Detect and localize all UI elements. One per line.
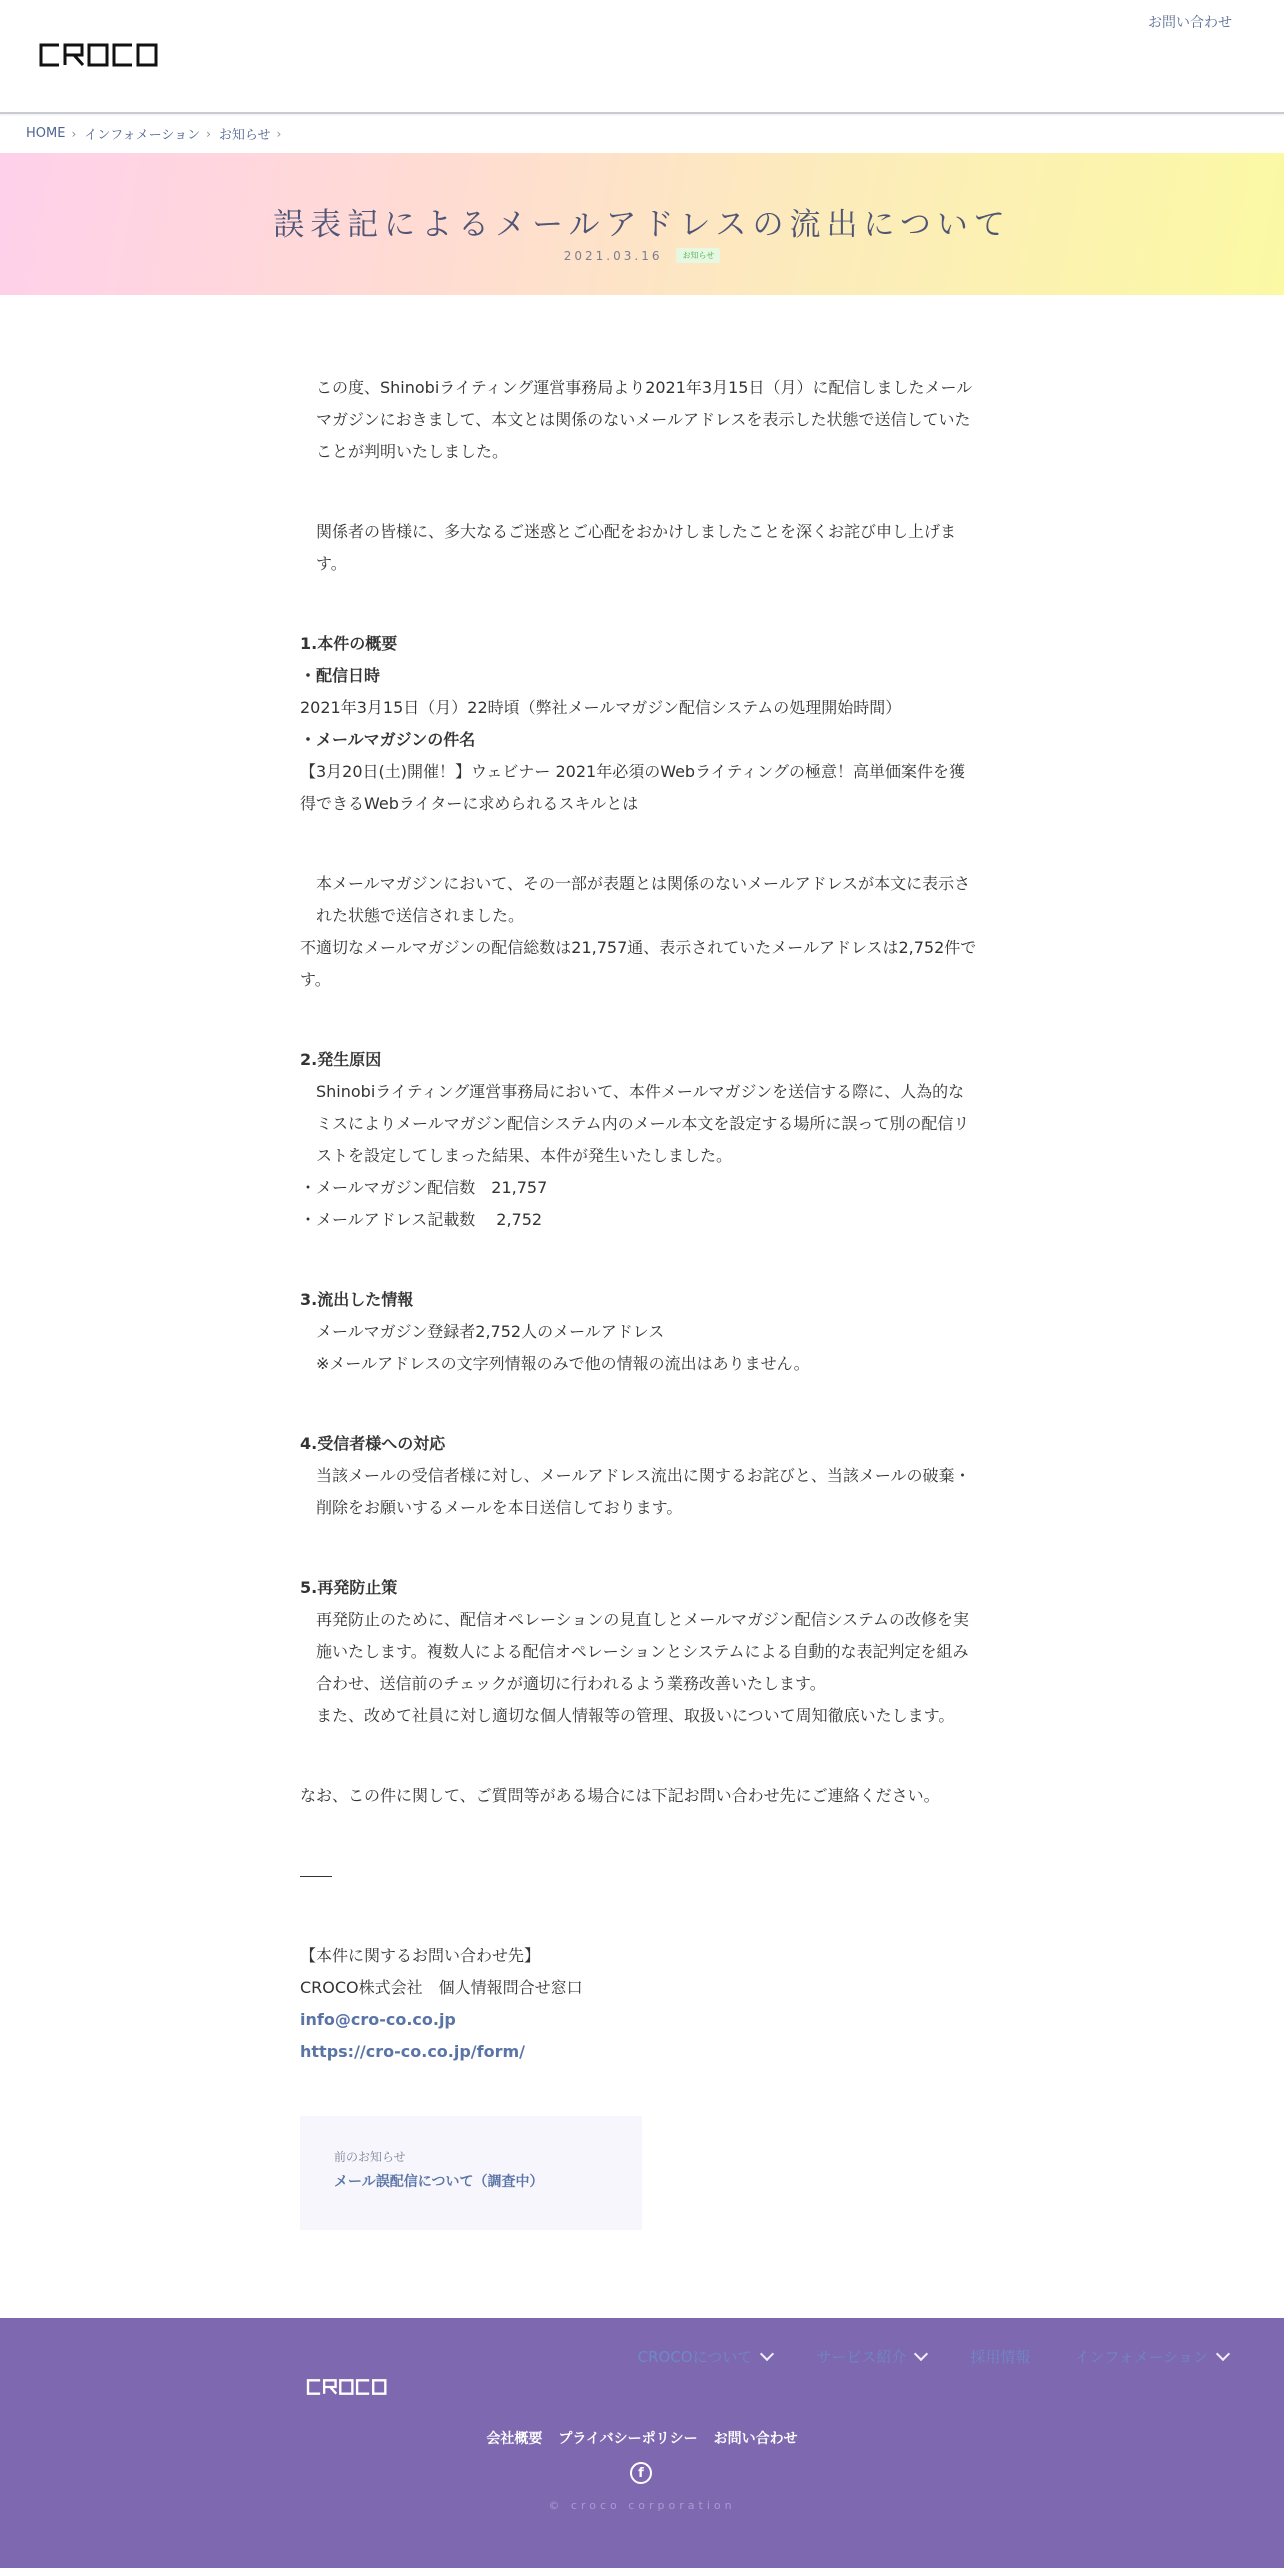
article-paragraph: Shinobiライティング運営事務局において、本件メールマガジンを送信する際に、人為的なミスによりメールマガジン配信システム内のメール本文を設定する場所に誤って別の配信リストを設定してしまった結果、本件が発生いたしました。: [316, 1082, 970, 1165]
article-text: 【3月20日(土)開催！】ウェビナー 2021年必須のWebライティングの極意！高単価案件を獲得できるWebライターに求められるスキルとは: [300, 762, 965, 813]
croco-logo[interactable]: [38, 42, 160, 68]
contact-heading: 【本件に関するお問い合わせ先】: [300, 1946, 541, 1965]
hero-banner: [0, 153, 1284, 295]
chevron-down-icon: [1216, 2346, 1230, 2360]
article-paragraph: 不適切なメールマガジンの配信総数は21,757通、表示されていたメールアドレスは2,752件です。: [300, 938, 977, 989]
footer-nav-label: 採用情報: [970, 2348, 1031, 2366]
breadcrumb-news[interactable]: お知らせ: [218, 128, 271, 143]
section-heading: 2.発生原因: [300, 1050, 382, 1069]
prev-post-card[interactable]: [300, 2116, 642, 2230]
facebook-icon[interactable]: f: [630, 2462, 652, 2484]
contact-org: CROCO株式会社 個人情報問合せ窓口: [300, 1978, 583, 1997]
sub-heading: ・配信日時: [300, 666, 381, 685]
prev-post-link[interactable]: メール誤配信について（調査中）: [334, 2174, 544, 2190]
page-title: 誤表記によるメールアドレスの流出について: [273, 207, 1011, 243]
category-badge[interactable]: お知らせ: [676, 248, 720, 263]
footer-croco-logo[interactable]: [306, 2378, 388, 2396]
article-paragraph: なお、この件に関して、ご質問等がある場合には下記お問い合わせ先にご連絡ください。: [300, 1786, 940, 1805]
breadcrumb: [26, 124, 283, 143]
footer-link-company[interactable]: 会社概要: [486, 2431, 543, 2447]
chevron-down-icon: [760, 2346, 774, 2360]
copyright: © croco corporation: [548, 2499, 736, 2512]
article-text: メールマガジン登録者2,752人のメールアドレス: [316, 1322, 665, 1341]
contact-form-link[interactable]: https://cro-co.co.jp/form/: [300, 2042, 526, 2061]
section-heading: 1.本件の概要: [300, 634, 398, 653]
article-paragraph: 関係者の皆様に、多大なるご迷惑とご心配をおかけしましたことを深くお詫び申し上げます。: [316, 522, 957, 573]
article-text: ※メールアドレスの文字列情報のみで他の情報の流出はありません。: [316, 1354, 810, 1373]
footer-nav-label: サービス紹介: [816, 2348, 907, 2366]
footer-links: [0, 2428, 1284, 2448]
section-heading: 4.受信者様への対応: [300, 1434, 446, 1453]
footer-nav-information[interactable]: [1074, 2346, 1228, 2367]
section-heading: 3.流出した情報: [300, 1290, 414, 1309]
footer-nav: [638, 2346, 1228, 2367]
contact-email-link[interactable]: info@cro-co.co.jp: [300, 2010, 456, 2029]
footer-link-contact[interactable]: お問い合わせ: [713, 2431, 798, 2447]
breadcrumb-home[interactable]: HOME: [26, 126, 66, 141]
header-contact-link[interactable]: お問い合わせ: [1148, 15, 1232, 31]
sub-heading: ・メールマガジンの件名: [300, 730, 476, 749]
article-text: ・メールマガジン配信数 21,757: [300, 1178, 548, 1197]
breadcrumb-information[interactable]: インフォメーション: [84, 128, 201, 143]
site-header: [0, 0, 1284, 114]
article-text: ・メールアドレス記載数 2,752: [300, 1210, 543, 1229]
footer-nav-services[interactable]: [816, 2346, 926, 2367]
footer-nav-recruit[interactable]: [970, 2346, 1030, 2367]
article-paragraph: 当該メールの受信者様に対し、メールアドレス流出に関するお詫びと、当該メールの破棄・削除をお願いするメールを本日送信しております。: [316, 1466, 971, 1517]
breadcrumb-separator: ›: [71, 126, 77, 141]
divider: [300, 1876, 332, 1877]
prev-post-label: 前のお知らせ: [334, 2150, 406, 2164]
article-paragraph: 再発防止のために、配信オペレーションの見直しとメールマガジン配信システムの改修を実施いたします。複数人による配信オペレーションとシステムによる自動的な表記判定を組み合わせ、送信前のチェックが適切に行われるよう業務改善いたします。: [316, 1610, 970, 1693]
article-paragraph: 本メールマガジンにおいて、その一部が表題とは関係のないメールアドレスが本文に表示された状態で送信されました。: [316, 874, 971, 925]
article-paragraph: この度、Shinobiライティング運営事務局より2021年3月15日（月）に配信しましたメールマガジンにおきまして、本文とは関係のないメールアドレスを表示した状態で送信していたことが判明いたしました。: [316, 378, 973, 461]
breadcrumb-separator: ›: [276, 126, 282, 141]
article-paragraph: また、改めて社員に対し適切な個人情報等の管理、取扱いについて周知徹底いたします。: [316, 1706, 955, 1725]
footer-nav-label: インフォメーション: [1074, 2348, 1208, 2366]
footer-link-privacy[interactable]: プライバシーポリシー: [558, 2431, 698, 2447]
site-footer: [0, 2318, 1284, 2568]
breadcrumb-separator: ›: [206, 126, 211, 141]
post-date: 2021.03.16: [563, 248, 663, 263]
footer-nav-label: CROCOについて: [637, 2348, 753, 2366]
article-body: [300, 372, 980, 2068]
chevron-down-icon: [914, 2346, 928, 2360]
post-meta: [0, 248, 1284, 263]
footer-nav-about[interactable]: [638, 2346, 773, 2367]
article-text: 2021年3月15日（月）22時頃（弊社メールマガジン配信システムの処理開始時間）: [300, 698, 902, 717]
section-heading: 5.再発防止策: [300, 1578, 398, 1597]
